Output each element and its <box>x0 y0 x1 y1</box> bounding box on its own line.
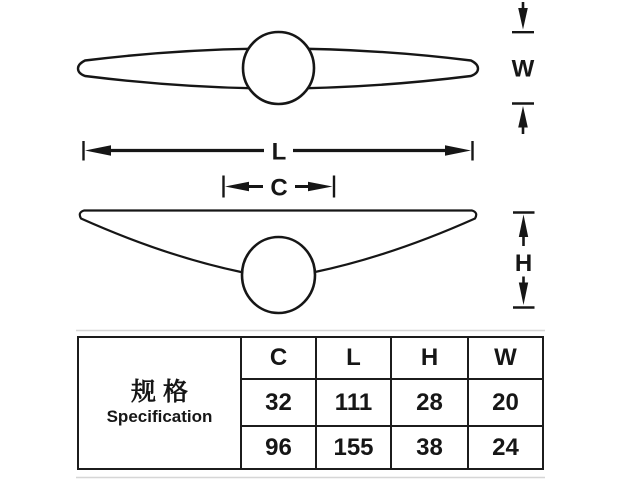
dimension-c <box>224 175 335 202</box>
c-dimension-label: C <box>270 174 288 202</box>
table-cell-w2: 24 <box>468 426 543 469</box>
top-view-knob-circle <box>243 32 314 104</box>
table-cell-c1: 32 <box>241 379 316 426</box>
table-header-h: H <box>391 337 468 379</box>
table-cell-c2: 96 <box>241 426 316 469</box>
l-left-arrow-icon <box>85 145 111 156</box>
table-header-w: W <box>468 337 543 379</box>
l-right-arrow-icon <box>445 145 471 156</box>
spec-label-cell <box>78 337 241 469</box>
c-right-arrow-icon <box>308 182 333 191</box>
dimension-l <box>84 139 473 166</box>
c-left-arrow-icon <box>225 182 249 191</box>
table-cell-h2: 38 <box>391 426 468 469</box>
table-cell-l1: 111 <box>316 379 391 426</box>
table-header-c: C <box>241 337 316 379</box>
h-dimension-label: H <box>514 250 533 277</box>
dimension-w <box>512 2 535 134</box>
table-cell-w1: 20 <box>468 379 543 426</box>
w-dimension-label: W <box>511 55 535 83</box>
dimension-h <box>513 213 535 308</box>
table-header-l: L <box>316 337 391 379</box>
h-top-arrow-icon <box>519 215 528 238</box>
spec-label-cn: 规格 <box>130 378 195 407</box>
specification-table <box>77 336 544 470</box>
h-bottom-arrow-icon <box>519 283 528 306</box>
w-top-arrow-icon <box>518 8 528 30</box>
handle-front-view <box>80 211 476 314</box>
table-cell-h1: 28 <box>391 379 468 426</box>
front-view-knob-circle <box>242 237 315 313</box>
spec-label-en: Specification <box>106 406 213 426</box>
l-dimension-label: L <box>271 138 287 166</box>
table-cell-l2: 155 <box>316 426 391 469</box>
handle-top-view <box>78 32 478 104</box>
